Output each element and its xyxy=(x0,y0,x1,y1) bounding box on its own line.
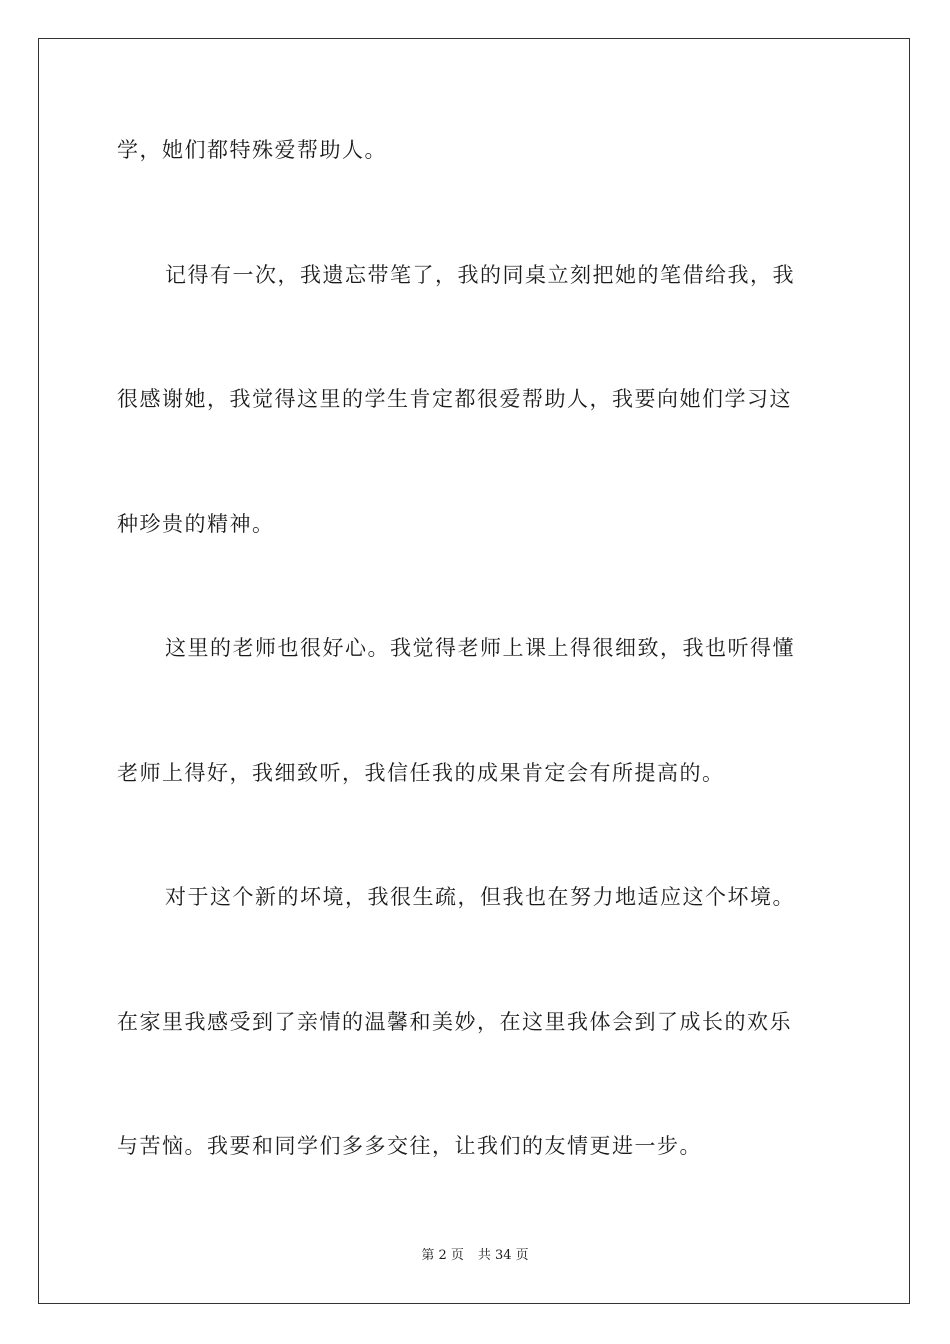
body-text-line: 种珍贵的精神。 xyxy=(117,512,275,536)
body-text-line: 很感谢她，我觉得这里的学生肯定都很爱帮助人，我要向她们学习这 xyxy=(117,387,792,411)
page-count: 共 34 页 xyxy=(477,1248,529,1263)
body-text-line: 老师上得好，我细致听，我信任我的成果肯定会有所提高的。 xyxy=(117,761,725,785)
page-footer xyxy=(0,1247,950,1265)
body-text-line: 这里的老师也很好心。我觉得老师上课上得很细致，我也听得懂 xyxy=(165,636,795,660)
body-text-line: 学，她们都特殊爱帮助人。 xyxy=(117,138,387,162)
page-border xyxy=(38,38,910,1304)
body-text-line: 对于这个新的坏境，我很生疏，但我也在努力地适应这个坏境。 xyxy=(165,885,795,909)
body-text-line: 记得有一次，我遗忘带笔了，我的同桌立刻把她的笔借给我，我 xyxy=(165,263,795,287)
body-text-line: 与苦恼。我要和同学们多多交往，让我们的友情更进一步。 xyxy=(117,1134,702,1158)
page-number: 第 2 页 xyxy=(421,1248,464,1263)
body-text-line: 在家里我感受到了亲情的温馨和美妙，在这里我体会到了成长的欢乐 xyxy=(117,1010,792,1034)
